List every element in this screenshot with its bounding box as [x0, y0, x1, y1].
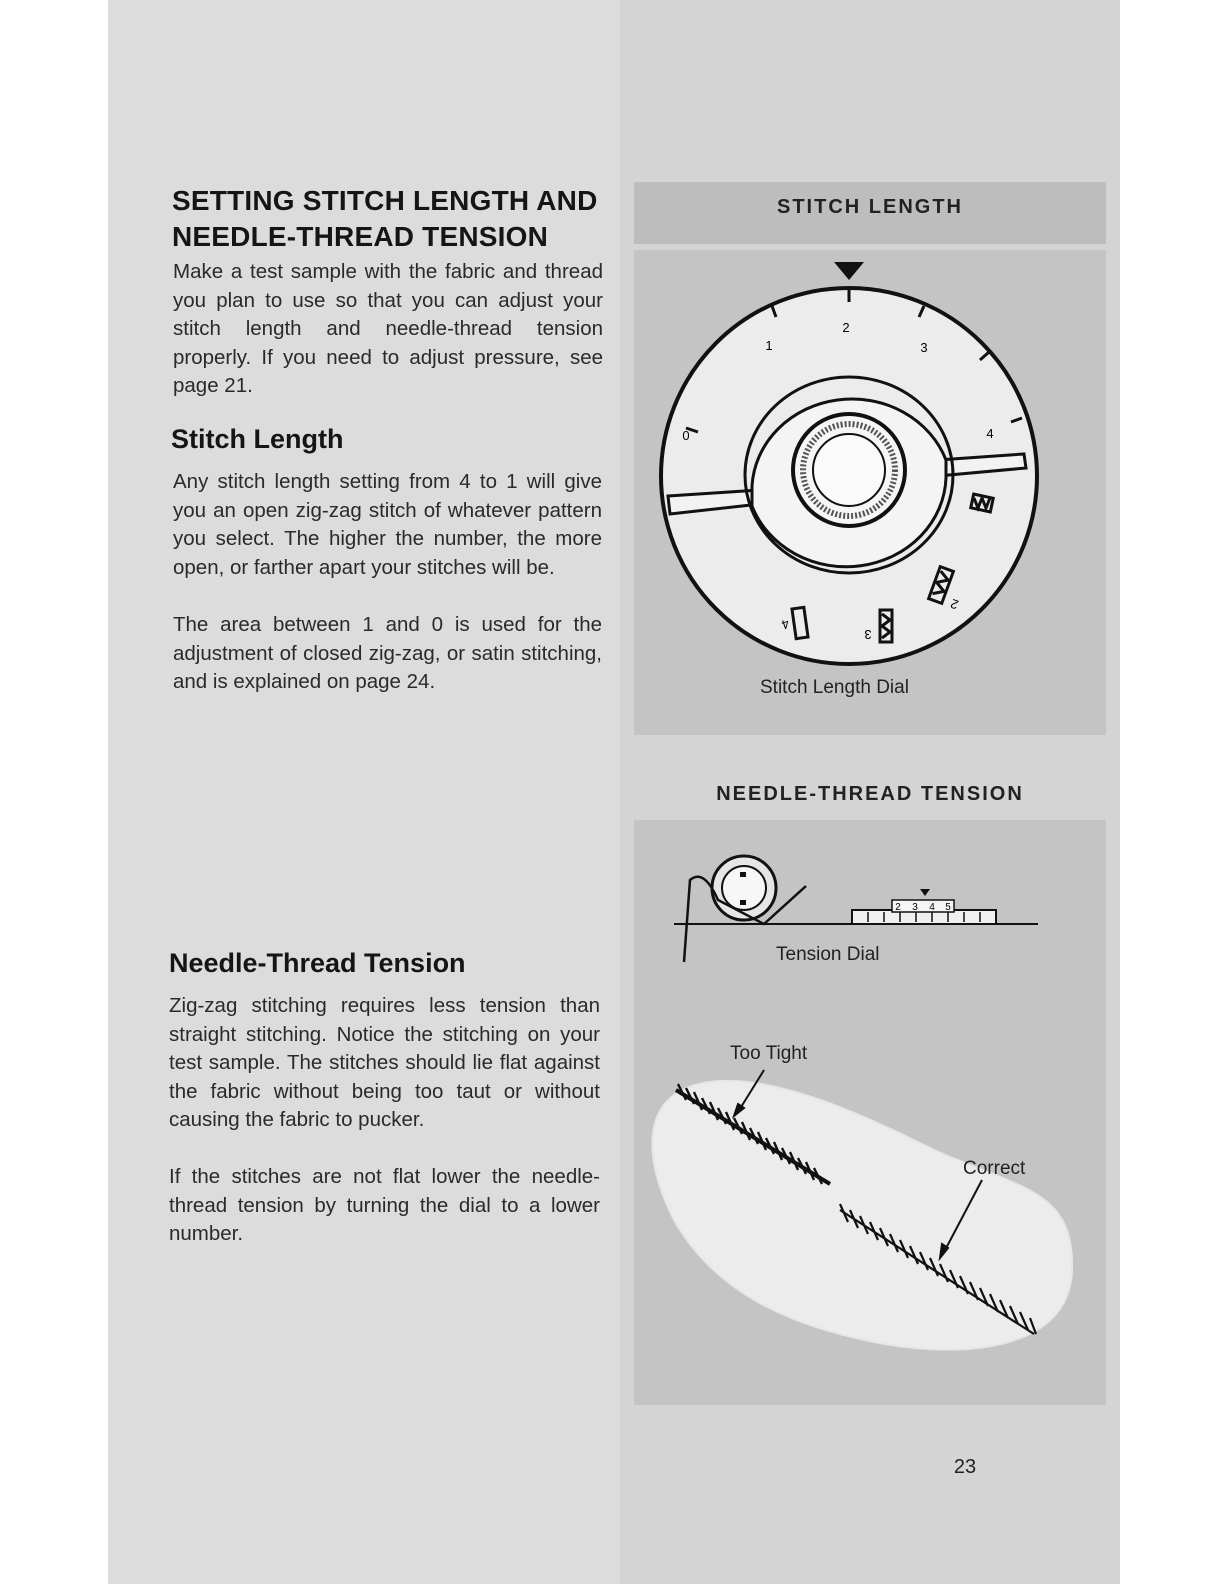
- intro-paragraph: Make a test sample with the fabric and thread you plan to use so that you can adjust your stitch length and needle-thread tension properly. If you need to adjust pressure, see page 21.: [173, 260, 603, 398]
- fabric-sample-illustration: [634, 1040, 1106, 1380]
- dial-number-3: 3: [920, 340, 928, 355]
- dial-number-1: 1: [765, 338, 773, 353]
- correct-label: Correct: [963, 1158, 1026, 1179]
- svg-text:4: 4: [779, 615, 792, 633]
- tension-paragraph-2: If the stitches are not flat lower the needle-thread tension by turning the dial to a lower number.: [169, 1165, 600, 1246]
- tension-heading: Needle-Thread Tension: [169, 948, 466, 978]
- stitch-length-paragraph-2: The area between 1 and 0 is used for the adjustment of closed zig-zag, or satin stitching, and is explained on page 24.: [173, 613, 602, 694]
- dial-pointer-icon: [834, 262, 864, 280]
- tension-number-3: 3: [912, 902, 918, 913]
- svg-text:3: 3: [864, 627, 872, 642]
- tension-number-4: 4: [929, 902, 935, 913]
- dial-number-2: 2: [842, 320, 850, 335]
- page-title: [172, 183, 598, 255]
- dial-number-0: 0: [682, 428, 690, 443]
- stitch-length-paragraph-1: Any stitch length setting from 4 to 1 will give you an open zig-zag stitch of whatever pattern you select. The higher the number, the more open, or farther apart your stitches will be.: [173, 470, 602, 579]
- stitch-length-dial-illustration: [634, 250, 1106, 670]
- dial-number-4: 4: [986, 426, 994, 441]
- page-number: 23: [953, 1456, 977, 1478]
- stitch-length-panel-header: STITCH LENGTH: [777, 196, 963, 218]
- svg-text:2: 2: [948, 595, 961, 613]
- tension-number-2: 2: [895, 902, 901, 913]
- page-title-line1: SETTING STITCH LENGTH AND: [172, 185, 598, 216]
- stitch-length-heading: Stitch Length: [171, 424, 344, 454]
- tension-dial-caption: Tension Dial: [776, 944, 880, 965]
- stitch-length-dial-caption: Stitch Length Dial: [760, 677, 909, 698]
- fabric-swatch: [652, 1081, 1072, 1350]
- tension-paragraph-1: Zig-zag stitching requires less tension than straight stitching. Notice the stitching on your test sample. The stitches should lie flat against the fabric without being too taut or without causing the fabric to pucker.: [169, 994, 600, 1132]
- tension-panel-header: NEEDLE-THREAD TENSION: [716, 783, 1024, 805]
- tension-pointer-icon: [920, 889, 930, 896]
- too-tight-label: Too Tight: [730, 1043, 808, 1064]
- tension-number-5: 5: [945, 902, 951, 913]
- page-title-line2: NEEDLE-THREAD TENSION: [172, 221, 548, 252]
